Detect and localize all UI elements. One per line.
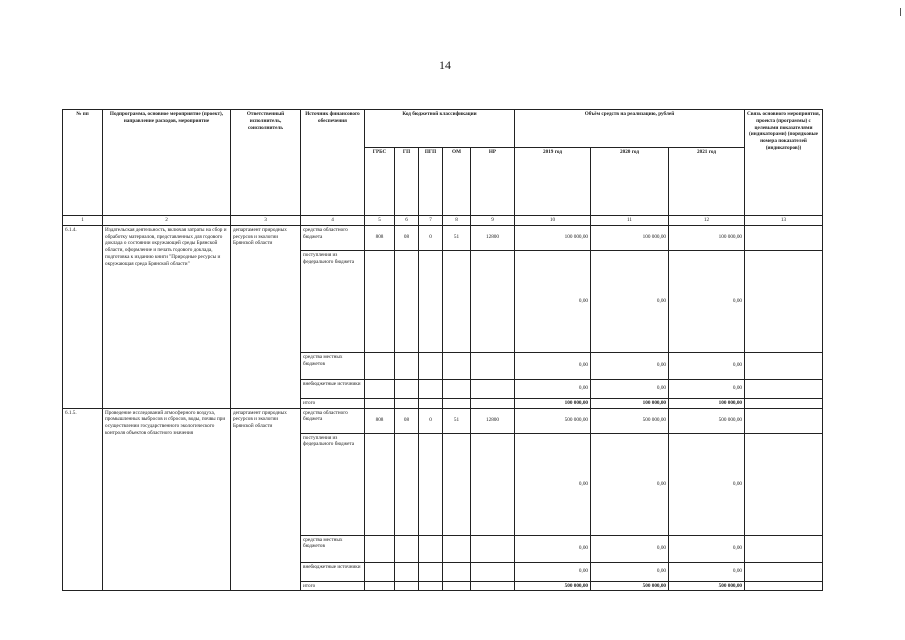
code-om: [443, 352, 471, 379]
code-grbs: [365, 433, 395, 535]
code-grbs: [365, 535, 395, 562]
header-gp: ГП: [395, 148, 419, 216]
amount-y2020: 0,00: [591, 562, 669, 581]
code-gp: [395, 433, 419, 535]
funding-source: средства областного бюджета: [301, 225, 365, 250]
link-cell: [745, 562, 823, 581]
column-number: 8: [443, 216, 471, 226]
code-om: [443, 562, 471, 581]
link-cell: [745, 379, 823, 398]
code-pgp: 0: [419, 225, 443, 250]
amount-y2020: 0,00: [591, 250, 669, 352]
code-nr: [471, 250, 515, 352]
column-number-row: [63, 216, 823, 226]
code-nr: 12800: [471, 225, 515, 250]
amount-y2021: 0,00: [669, 535, 745, 562]
empty-code-cell: [365, 398, 395, 408]
total-y2019: 500 000,00: [515, 581, 591, 591]
empty-code-cell: [443, 398, 471, 408]
code-grbs: [365, 562, 395, 581]
funding-source: средства местных бюджетов: [301, 535, 365, 562]
code-gp: [395, 250, 419, 352]
column-number: 2: [103, 216, 231, 226]
amount-y2019: 0,00: [515, 562, 591, 581]
header-2020: 2020 год: [591, 148, 669, 216]
code-gp: 08: [395, 225, 419, 250]
empty-code-cell: [471, 581, 515, 591]
activity-name: Проведение исследований атмосферного воздуха, промышленных выбросов и сбросов, воды, почвы при осуществлении государственного экологического контроля объектов областного значения: [103, 408, 231, 591]
code-om: 51: [443, 408, 471, 433]
header-volume: Объём средств на реализацию, рублей: [515, 110, 745, 148]
table-row: [63, 225, 823, 250]
amount-y2019: 0,00: [515, 433, 591, 535]
code-pgp: [419, 433, 443, 535]
empty-code-cell: [365, 581, 395, 591]
funding-source: поступления из федерального бюджета: [301, 433, 365, 535]
funding-source: внебюджетные источники: [301, 379, 365, 398]
code-pgp: 0: [419, 408, 443, 433]
total-label: итого: [301, 398, 365, 408]
header-2021: 2021 год: [669, 148, 745, 216]
code-pgp: [419, 352, 443, 379]
amount-y2019: 0,00: [515, 250, 591, 352]
activity-name: Издательская деятельность, включая затраты на сбор и обработку материалов, представленных для годового доклада о состоянии окружающей среды Брянской области, оформление и печать годового доклада, подготовка к изданию книги "Природные ресурсы и окружающая среда Брянской области": [103, 225, 231, 408]
column-number: 11: [591, 216, 669, 226]
code-om: [443, 379, 471, 398]
code-nr: [471, 433, 515, 535]
total-y2020: 500 000,00: [591, 581, 669, 591]
column-number: 12: [669, 216, 745, 226]
link-cell: [745, 250, 823, 352]
code-om: [443, 433, 471, 535]
page-number: 14: [439, 58, 451, 72]
code-pgp: [419, 250, 443, 352]
amount-y2019: 0,00: [515, 352, 591, 379]
code-nr: [471, 562, 515, 581]
amount-y2021: 100 000,00: [669, 225, 745, 250]
empty-code-cell: [395, 398, 419, 408]
code-gp: 08: [395, 408, 419, 433]
empty-code-cell: [419, 398, 443, 408]
executor: департамент природных ресурсов и экологии Брянской области: [231, 408, 301, 591]
amount-y2021: 0,00: [669, 352, 745, 379]
total-y2021: 100 000,00: [669, 398, 745, 408]
total-y2019: 100 000,00: [515, 398, 591, 408]
code-pgp: [419, 562, 443, 581]
code-nr: [471, 379, 515, 398]
link-cell: [745, 581, 823, 591]
header-link: Связь основного мероприятия, проекта (программы) с целевыми показателями (индикаторами) (порядковые номера показателей (индикаторов)): [745, 110, 823, 216]
header-pgp: ПГП: [419, 148, 443, 216]
header-budget-code: Код бюджетной классификации: [365, 110, 515, 148]
amount-y2019: 0,00: [515, 379, 591, 398]
amount-y2021: 0,00: [669, 433, 745, 535]
empty-code-cell: [443, 581, 471, 591]
code-om: [443, 250, 471, 352]
code-nr: 12800: [471, 408, 515, 433]
funding-source: внебюджетные источники: [301, 562, 365, 581]
edge-mark: [900, 8, 901, 16]
column-number: 9: [471, 216, 515, 226]
amount-y2020: 500 000,00: [591, 408, 669, 433]
code-pgp: [419, 379, 443, 398]
amount-y2021: 0,00: [669, 379, 745, 398]
empty-code-cell: [395, 581, 419, 591]
code-grbs: [365, 379, 395, 398]
column-number: 5: [365, 216, 395, 226]
executor: департамент природных ресурсов и экологии Брянской области: [231, 225, 301, 408]
amount-y2019: 0,00: [515, 535, 591, 562]
code-gp: [395, 535, 419, 562]
link-cell: [745, 535, 823, 562]
header-source: Источник финансового обеспечения: [301, 110, 365, 216]
header-om: ОМ: [443, 148, 471, 216]
link-cell: [745, 352, 823, 379]
column-number: 3: [231, 216, 301, 226]
code-pgp: [419, 535, 443, 562]
column-number: 7: [419, 216, 443, 226]
amount-y2021: 500 000,00: [669, 408, 745, 433]
budget-table: [62, 109, 823, 591]
code-om: [443, 535, 471, 562]
link-cell: [745, 225, 823, 250]
total-y2021: 500 000,00: [669, 581, 745, 591]
amount-y2020: 100 000,00: [591, 225, 669, 250]
empty-code-cell: [419, 581, 443, 591]
table-row: [63, 408, 823, 433]
amount-y2019: 500 000,00: [515, 408, 591, 433]
total-label: итого: [301, 581, 365, 591]
code-nr: [471, 535, 515, 562]
empty-code-cell: [471, 398, 515, 408]
amount-y2019: 100 000,00: [515, 225, 591, 250]
link-cell: [745, 398, 823, 408]
amount-y2020: 0,00: [591, 535, 669, 562]
amount-y2021: 0,00: [669, 562, 745, 581]
amount-y2020: 0,00: [591, 352, 669, 379]
code-grbs: 808: [365, 408, 395, 433]
header-grbs: ГРБС: [365, 148, 395, 216]
code-grbs: [365, 352, 395, 379]
funding-source: средства областного бюджета: [301, 408, 365, 433]
column-number: 4: [301, 216, 365, 226]
link-cell: [745, 433, 823, 535]
header-executor: Ответственный исполнитель, соисполнитель: [231, 110, 301, 216]
link-cell: [745, 408, 823, 433]
column-number: 1: [63, 216, 103, 226]
amount-y2021: 0,00: [669, 250, 745, 352]
code-gp: [395, 379, 419, 398]
total-y2020: 100 000,00: [591, 398, 669, 408]
code-grbs: 808: [365, 225, 395, 250]
amount-y2020: 0,00: [591, 433, 669, 535]
column-number: 10: [515, 216, 591, 226]
code-gp: [395, 352, 419, 379]
header-num: № пп: [63, 110, 103, 216]
column-number: 13: [745, 216, 823, 226]
header-2019: 2019 год: [515, 148, 591, 216]
header-nr: НР: [471, 148, 515, 216]
funding-source: средства местных бюджетов: [301, 352, 365, 379]
column-number: 6: [395, 216, 419, 226]
header-subprogram: Подпрограмма, основное мероприятие (проект), направление расходов, мероприятие: [103, 110, 231, 216]
code-nr: [471, 352, 515, 379]
row-number: 6.1.4.: [63, 225, 103, 408]
row-number: 6.1.5.: [63, 408, 103, 591]
code-om: 51: [443, 225, 471, 250]
amount-y2020: 0,00: [591, 379, 669, 398]
code-gp: [395, 562, 419, 581]
funding-source: поступления из федерального бюджета: [301, 250, 365, 352]
code-grbs: [365, 250, 395, 352]
